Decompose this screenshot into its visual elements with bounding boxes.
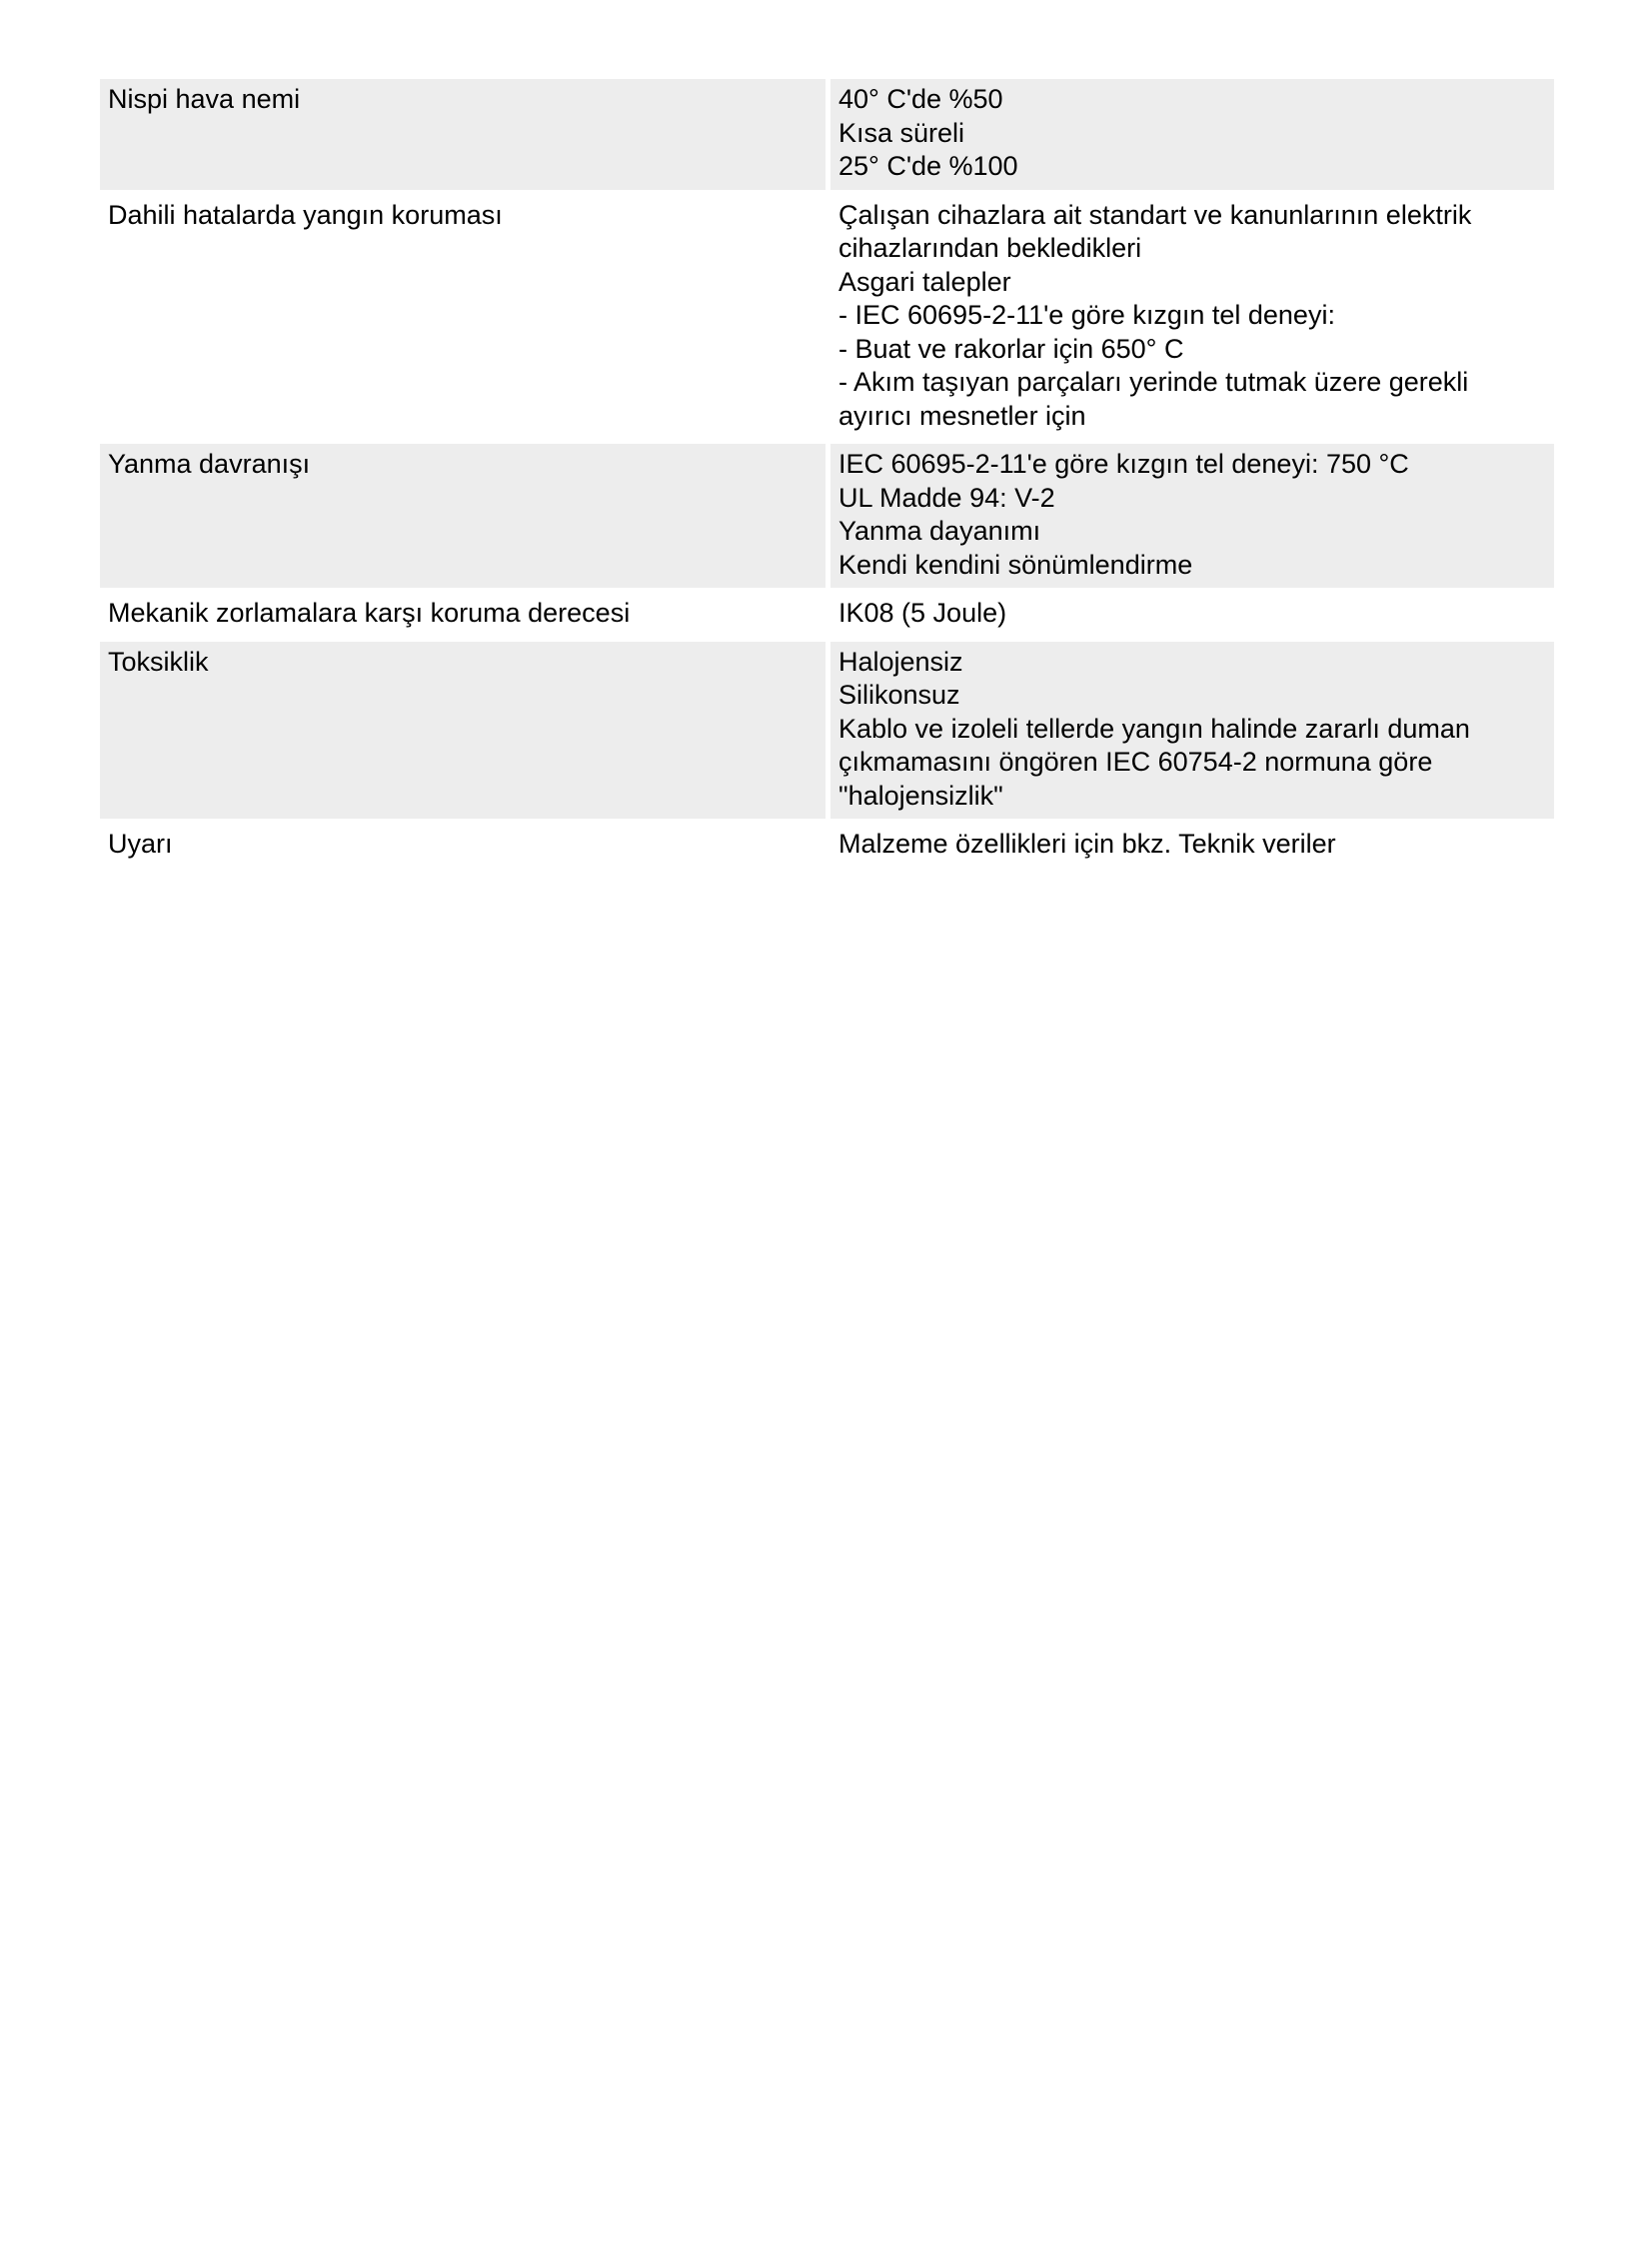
spec-value xyxy=(830,195,1554,440)
value-line: Kısa süreli xyxy=(838,117,965,148)
value-line: Halojensiz xyxy=(838,646,963,677)
value-line: Asgari talepler xyxy=(838,266,1011,297)
spec-row-toxicity xyxy=(100,642,1554,820)
spec-value xyxy=(830,642,1554,820)
value-line: cihazlarından bekledikleri xyxy=(838,233,1142,263)
spec-label: Nispi hava nemi xyxy=(100,79,826,190)
spec-row-fire-protection xyxy=(100,195,1554,440)
value-line: Malzeme özellikleri için bkz. Teknik veriler xyxy=(838,829,1336,859)
spec-label: Dahili hatalarda yangın koruması xyxy=(108,199,503,230)
value-line: Silikonsuz xyxy=(838,680,960,710)
value-line: Çalışan cihazlara ait standart ve kanunlarının elektrik xyxy=(838,199,1472,230)
value-line: - Akım taşıyan parçaları yerinde tutmak üzere gerekli xyxy=(838,367,1469,397)
value-line: Kendi kendini sönümlendirme xyxy=(838,549,1193,580)
value-line: IK08 (5 Joule) xyxy=(838,598,1007,628)
value-line: 40° C'de %50 xyxy=(838,84,1003,114)
spec-label: Toksiklik xyxy=(100,642,826,820)
spec-value xyxy=(830,824,1554,868)
value-line: ayırıcı mesnetler için xyxy=(838,400,1086,431)
spec-row-burning-behavior xyxy=(100,444,1554,588)
spec-row-relative-humidity xyxy=(100,79,1554,190)
spec-label: Uyarı xyxy=(108,829,173,859)
spec-label: Yanma davranışı xyxy=(100,444,826,588)
spec-value xyxy=(830,79,1554,190)
value-line: 25° C'de %100 xyxy=(838,151,1018,181)
spec-label: Mekanik zorlamalara karşı koruma derecesi xyxy=(108,598,631,628)
value-line: - Buat ve rakorlar için 650° C xyxy=(838,333,1184,364)
value-line: çıkmamasını öngören IEC 60754-2 normuna göre xyxy=(838,747,1433,777)
value-line: UL Madde 94: V-2 xyxy=(838,482,1055,513)
value-line: Yanma dayanımı xyxy=(838,516,1041,546)
value-line: Kablo ve izoleli tellerde yangın halinde zararlı duman xyxy=(838,713,1470,744)
value-line: - IEC 60695-2-11'e göre kızgın tel deneyi: xyxy=(838,300,1335,330)
spec-row-warning xyxy=(100,824,1554,868)
spec-value xyxy=(830,444,1554,588)
value-line: IEC 60695-2-11'e göre kızgın tel deneyi: 750 °C xyxy=(838,449,1409,479)
value-line: "halojensizlik" xyxy=(838,780,1003,811)
spec-row-impact-protection xyxy=(100,593,1554,637)
spec-value xyxy=(830,593,1554,637)
spec-table xyxy=(100,79,1554,873)
